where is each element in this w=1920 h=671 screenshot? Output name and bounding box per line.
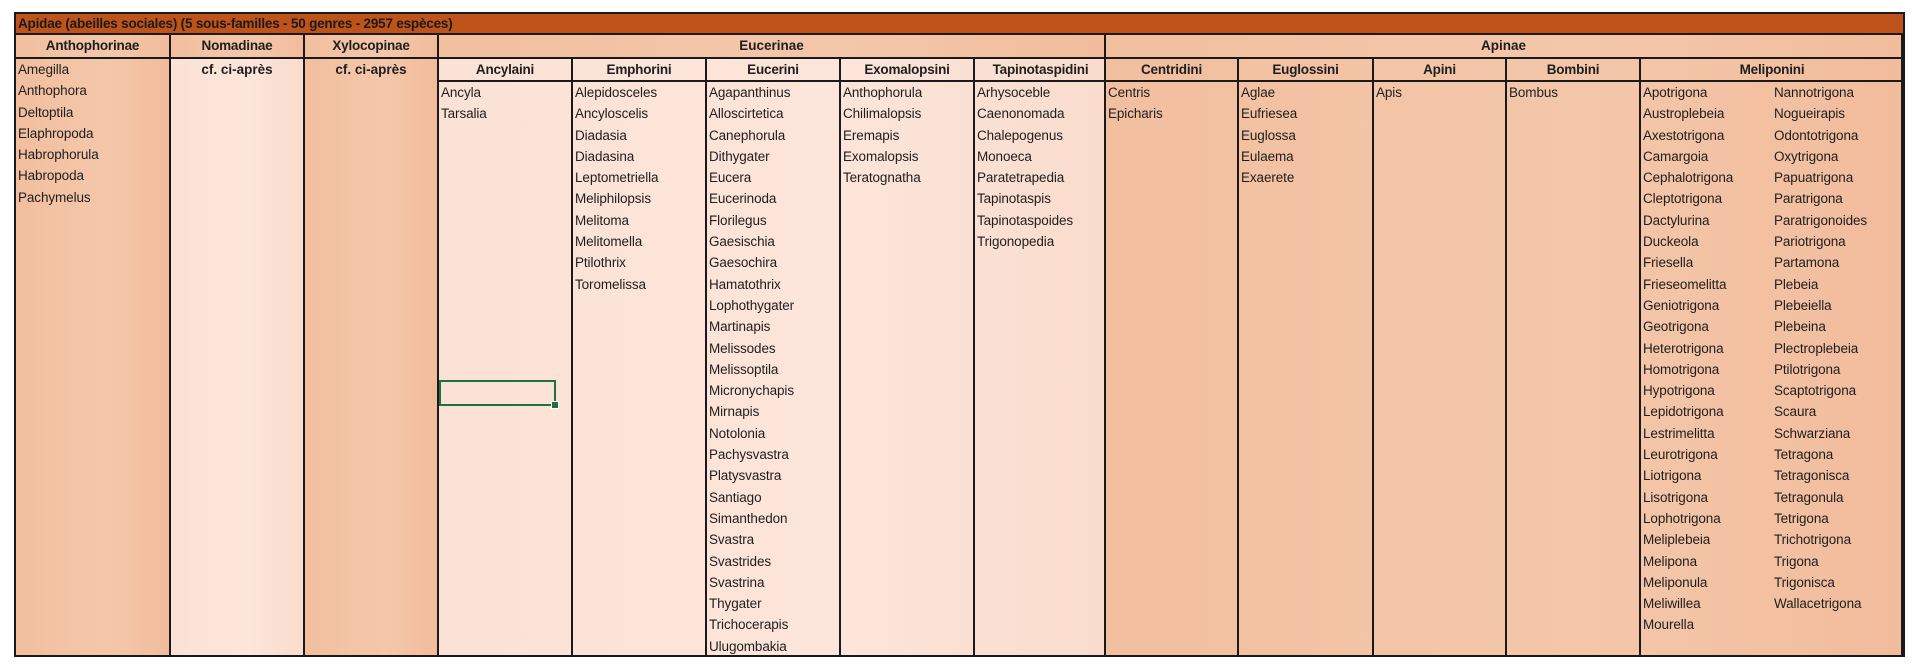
genus-cell[interactable]: Lepidotrigona <box>1643 404 1724 420</box>
genus-cell[interactable]: Chilimalopsis <box>843 106 922 122</box>
genus-cell[interactable]: Plectroplebeia <box>1774 340 1859 356</box>
genus-cell[interactable]: Monoeca <box>977 148 1032 164</box>
genus-cell[interactable]: Pariotrigona <box>1774 234 1846 250</box>
tribe-column-tapinotaspidini <box>975 59 1106 655</box>
genus-cell[interactable]: Meliplebeia <box>1643 532 1711 548</box>
genus-cell[interactable]: Ptilothrix <box>575 255 626 271</box>
genus-cell[interactable]: Wallacetrigona <box>1774 596 1862 612</box>
genus-cell[interactable]: Melitomella <box>575 234 643 250</box>
genus-cell[interactable]: Tetrigona <box>1774 510 1829 526</box>
genus-cell[interactable]: Ptilotrigona <box>1774 361 1841 377</box>
genus-cell[interactable]: Geotrigona <box>1643 319 1709 335</box>
genus-cell[interactable]: Micronychapis <box>709 383 794 399</box>
tribe-column-euglossini <box>1239 59 1374 655</box>
genus-cell[interactable]: Paratrigonoides <box>1774 212 1868 228</box>
genus-cell[interactable]: Tetragonula <box>1774 489 1844 505</box>
genus-cell[interactable]: Leurotrigona <box>1643 447 1718 463</box>
genus-cell[interactable]: Exaerete <box>1241 170 1295 186</box>
genus-cell[interactable]: Nogueirapis <box>1774 106 1845 122</box>
genus-cell[interactable]: Tapinotaspis <box>977 191 1051 207</box>
header-tapinotaspidini[interactable]: Tapinotaspidini <box>975 59 1106 82</box>
genus-cell[interactable]: Plebeiella <box>1774 297 1832 313</box>
note-nomadinae[interactable]: cf. ci-après <box>201 62 273 77</box>
genus-cell[interactable]: Habrophorula <box>18 147 99 163</box>
genus-cell[interactable]: Papuatrigona <box>1774 170 1854 186</box>
header-emphorini[interactable]: Emphorini <box>573 59 705 82</box>
genus-cell[interactable]: Duckeola <box>1643 234 1699 250</box>
genus-cell[interactable]: Camargoia <box>1643 148 1709 164</box>
genus-cell[interactable]: Friesella <box>1643 255 1694 271</box>
genus-cell[interactable]: Bombus <box>1509 85 1558 100</box>
genus-cell[interactable]: Tarsalia <box>441 106 487 122</box>
genus-cell[interactable]: Svastrides <box>709 553 772 569</box>
genus-cell[interactable]: Gaesischia <box>709 234 775 250</box>
header-anthophorinae[interactable]: Anthophorinae <box>16 35 169 59</box>
genus-list-centridini <box>1106 82 1237 125</box>
genus-cell[interactable]: Svastrina <box>709 574 765 590</box>
genus-cell[interactable]: Scaura <box>1774 404 1817 420</box>
selected-cell[interactable] <box>439 380 556 406</box>
genus-cell[interactable]: Santiago <box>709 489 762 505</box>
genus-cell[interactable]: Schwarziana <box>1774 425 1851 441</box>
genus-cell[interactable]: Eucera <box>709 170 752 186</box>
genus-cell[interactable]: Deltoptila <box>18 104 74 120</box>
header-meliponini[interactable]: Meliponini <box>1641 59 1903 82</box>
genus-cell[interactable]: Paratrigona <box>1774 191 1843 207</box>
genus-cell[interactable]: Tetragonisca <box>1774 468 1850 484</box>
genus-cell[interactable]: Teratognatha <box>843 170 921 186</box>
header-bombini[interactable]: Bombini <box>1507 59 1639 82</box>
genus-cell[interactable]: Gaesochira <box>709 255 778 271</box>
header-exomalopsini[interactable]: Exomalopsini <box>841 59 973 82</box>
genus-cell[interactable]: Lophotrigona <box>1643 510 1721 526</box>
genus-cell[interactable]: Hamatothrix <box>709 276 781 292</box>
genus-cell[interactable]: Anthophorula <box>843 85 923 100</box>
genus-cell[interactable]: Thygater <box>709 596 762 612</box>
column-group-apinae <box>1106 35 1903 655</box>
genus-cell[interactable]: Euglossa <box>1241 127 1296 143</box>
genus-cell[interactable]: Diadasia <box>575 127 627 143</box>
tribe-column-ancylaini <box>439 59 573 655</box>
genus-cell[interactable]: Caenonomada <box>977 106 1065 122</box>
tribe-column-centridini <box>1106 59 1239 655</box>
genus-cell[interactable]: Florilegus <box>709 212 767 228</box>
genus-cell[interactable]: Lophothygater <box>709 297 795 313</box>
genus-cell[interactable]: Arhysoceble <box>977 85 1051 100</box>
spreadsheet-table <box>14 12 1905 657</box>
genus-cell[interactable]: Canephorula <box>709 127 786 143</box>
genus-cell[interactable]: Homotrigona <box>1643 361 1720 377</box>
header-nomadinae[interactable]: Nomadinae <box>171 35 303 59</box>
genus-cell[interactable]: Ancyla <box>441 85 481 100</box>
genus-cell[interactable]: Eremapis <box>843 127 900 143</box>
genus-cell[interactable]: Habropoda <box>18 168 84 184</box>
genus-cell[interactable]: Toromelissa <box>575 276 646 292</box>
genus-cell[interactable]: Apis <box>1376 85 1402 100</box>
genus-cell[interactable]: Svastra <box>709 532 755 548</box>
genus-cell[interactable]: Trigonisca <box>1774 574 1835 590</box>
tribe-column-meliponini <box>1641 59 1903 655</box>
genus-cell[interactable]: Diadasina <box>575 148 635 164</box>
header-eucerinae[interactable]: Eucerinae <box>439 35 1104 59</box>
fill-handle[interactable] <box>551 401 559 409</box>
tribe-column-apini <box>1374 59 1507 655</box>
tribe-column-eucerini <box>707 59 841 655</box>
genus-cell[interactable]: Exomalopsis <box>843 148 919 164</box>
genus-cell[interactable]: Trigona <box>1774 553 1819 569</box>
genus-cell[interactable]: Eufriesea <box>1241 106 1298 122</box>
genus-cell[interactable]: Dithygater <box>709 148 770 164</box>
note-xylocopinae[interactable]: cf. ci-après <box>335 62 407 77</box>
genus-cell[interactable]: Cephalotrigona <box>1643 170 1734 186</box>
genus-cell[interactable]: Trichotrigona <box>1774 532 1851 548</box>
header-ancylaini[interactable]: Ancylaini <box>439 59 571 82</box>
genus-list-meliponini <box>1641 82 1772 636</box>
genus-cell[interactable]: Cleptotrigona <box>1643 191 1723 207</box>
genus-cell[interactable]: Paratetrapedia <box>977 170 1065 186</box>
genus-cell[interactable]: Melitoma <box>575 212 629 228</box>
genus-cell[interactable]: Anthophora <box>18 83 87 99</box>
genus-list-bombini <box>1507 82 1639 103</box>
genus-cell[interactable]: Tapinotaspoides <box>977 212 1074 228</box>
genus-cell[interactable]: Plebeia <box>1774 276 1819 292</box>
header-eucerini[interactable]: Eucerini <box>707 59 839 82</box>
genus-cell[interactable]: Lisotrigona <box>1643 489 1708 505</box>
genus-list-ancylaini <box>439 82 571 125</box>
header-apinae[interactable]: Apinae <box>1106 35 1901 59</box>
genus-cell[interactable]: Melipona <box>1643 553 1697 569</box>
column-anthophorinae <box>16 35 171 655</box>
genus-cell[interactable]: Chalepogenus <box>977 127 1063 143</box>
genus-cell[interactable]: Elaphropoda <box>18 125 94 141</box>
eucerinae-tribes <box>439 59 1104 655</box>
header-euglossini[interactable]: Euglossini <box>1239 59 1372 82</box>
table-title[interactable]: Apidae (abeilles sociales) (5 sous-familles - 50 genres - 2957 espèces) <box>16 14 1903 35</box>
genus-cell[interactable]: Tetragona <box>1774 447 1834 463</box>
genus-cell[interactable]: Frieseomelitta <box>1643 276 1727 292</box>
genus-cell[interactable]: Trigonopedia <box>977 234 1055 250</box>
column-nomadinae <box>171 35 305 655</box>
genus-cell[interactable]: Lestrimelitta <box>1643 425 1715 441</box>
genus-cell[interactable]: Melissoptila <box>709 361 779 377</box>
genus-cell[interactable]: Heterotrigona <box>1643 340 1724 356</box>
tribe-column-exomalopsini <box>841 59 975 655</box>
tribe-column-emphorini <box>573 59 707 655</box>
genus-cell[interactable]: Axestotrigona <box>1643 127 1725 143</box>
genus-cell[interactable]: Austroplebeia <box>1643 106 1725 122</box>
genus-cell[interactable]: Notolonia <box>709 425 766 441</box>
genus-cell[interactable]: Meliponula <box>1643 574 1708 590</box>
header-xylocopinae[interactable]: Xylocopinae <box>305 35 437 59</box>
column-xylocopinae <box>305 35 439 655</box>
genus-cell[interactable]: Plebeina <box>1774 319 1826 335</box>
genus-cell[interactable]: Leptometriella <box>575 170 659 186</box>
genus-cell[interactable]: Platysvastra <box>709 468 782 484</box>
genus-cell[interactable]: Ancyloscelis <box>575 106 649 122</box>
genus-cell[interactable]: Mourella <box>1643 617 1694 633</box>
genus-cell[interactable]: Meliphilopsis <box>575 191 651 207</box>
genus-cell[interactable]: Martinapis <box>709 319 771 335</box>
genus-cell[interactable]: Pachysvastra <box>709 447 789 463</box>
genus-cell[interactable]: Eucerinoda <box>709 191 777 207</box>
genus-cell[interactable]: Alloscirtetica <box>709 106 784 122</box>
genus-cell[interactable]: Alepidosceles <box>575 85 658 100</box>
genus-cell[interactable]: Amegilla <box>18 62 69 77</box>
genus-cell[interactable]: Centris <box>1108 85 1151 100</box>
genus-list-anthophorinae <box>16 59 169 208</box>
genus-cell[interactable]: Eulaema <box>1241 148 1294 164</box>
genus-list-tapinotaspidini <box>975 82 1106 252</box>
genus-list-apini <box>1374 82 1505 103</box>
header-centridini[interactable]: Centridini <box>1106 59 1237 82</box>
genus-cell[interactable]: Scaptotrigona <box>1774 383 1857 399</box>
genus-cell[interactable]: Geniotrigona <box>1643 297 1720 313</box>
genus-cell[interactable]: Meliwillea <box>1643 596 1701 612</box>
column-group-eucerinae <box>439 35 1106 655</box>
genus-cell[interactable]: Nannotrigona <box>1774 85 1854 100</box>
genus-cell[interactable]: Pachymelus <box>18 189 91 205</box>
genus-list-eucerini <box>707 82 839 657</box>
genus-cell[interactable]: Apotrigona <box>1643 85 1708 100</box>
genus-list-exomalopsini <box>841 82 973 188</box>
genus-cell[interactable]: Oxytrigona <box>1774 148 1839 164</box>
genus-cell[interactable]: Aglae <box>1241 85 1276 100</box>
genus-cell[interactable]: Simanthedon <box>709 510 788 526</box>
genus-cell[interactable]: Liotrigona <box>1643 468 1702 484</box>
tribe-column-bombini <box>1507 59 1641 655</box>
genus-cell[interactable]: Dactylurina <box>1643 212 1710 228</box>
genus-lists-meliponini <box>1641 82 1903 636</box>
genus-cell[interactable]: Odontotrigona <box>1774 127 1859 143</box>
genus-cell[interactable]: Partamona <box>1774 255 1840 271</box>
genus-list-euglossini <box>1239 82 1372 188</box>
genus-cell[interactable]: Mirnapis <box>709 404 760 420</box>
genus-cell[interactable]: Epicharis <box>1108 106 1163 122</box>
genus-cell[interactable]: Agapanthinus <box>709 85 791 100</box>
genus-cell[interactable]: Ulugombakia <box>709 638 787 654</box>
header-apini[interactable]: Apini <box>1374 59 1505 82</box>
genus-cell[interactable]: Melissodes <box>709 340 776 356</box>
genus-cell[interactable]: Hypotrigona <box>1643 383 1715 399</box>
genus-cell[interactable]: Trichocerapis <box>709 617 789 633</box>
apinae-tribes <box>1106 59 1901 655</box>
genus-list-emphorini <box>573 82 705 295</box>
genus-list-meliponini <box>1772 82 1903 636</box>
